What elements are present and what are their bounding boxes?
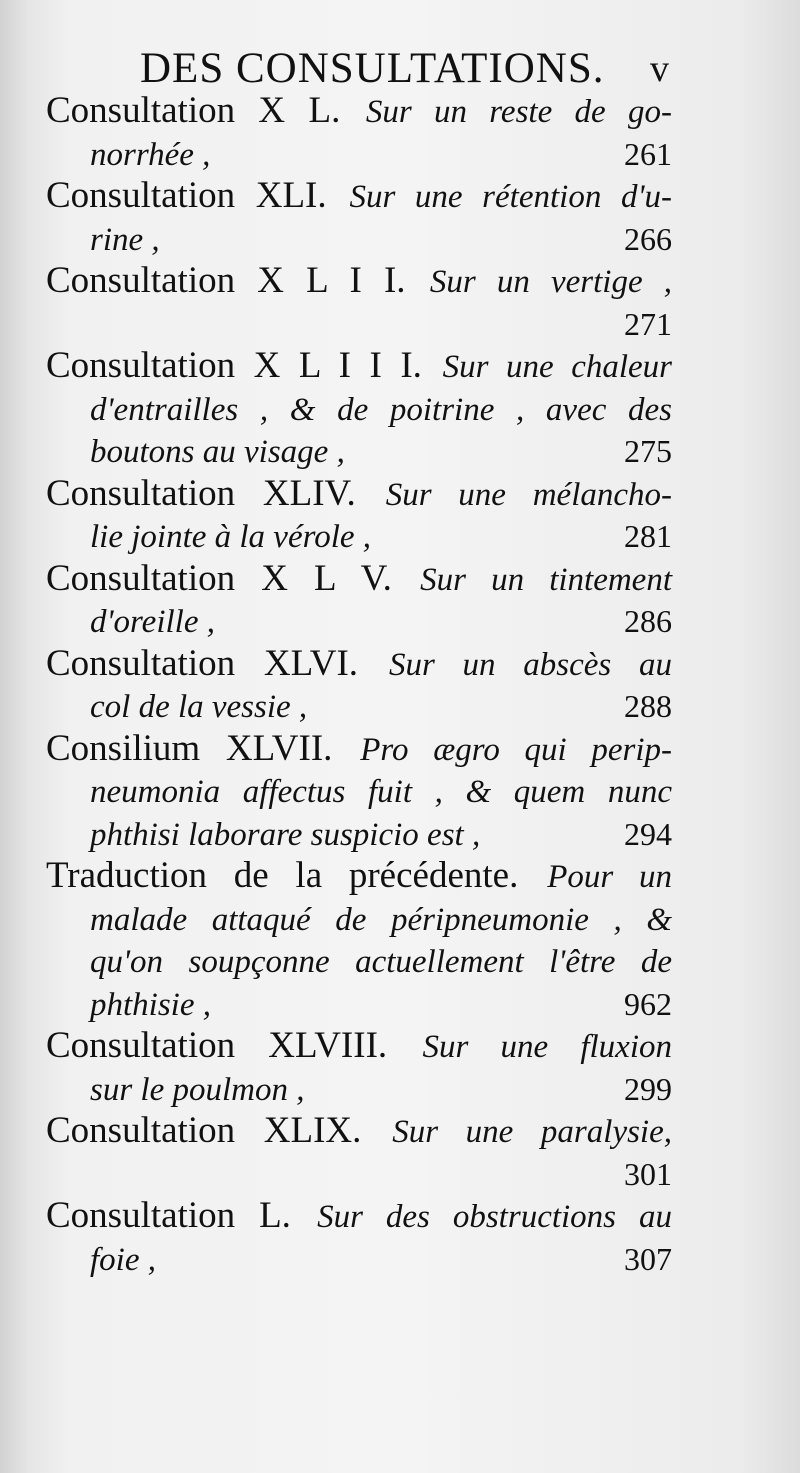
toc-entry-40: [46, 90, 672, 133]
entry-subject: qu'on soupçonne actuellement l'être de: [90, 944, 672, 980]
page-number: 294: [624, 815, 672, 852]
toc-entry-47: [46, 728, 672, 771]
entry-subject: malade attaqué de péripneumonie , &: [90, 901, 672, 938]
toc-entry-42: [46, 260, 672, 303]
entry-subject: Sur des obstructions au: [317, 1199, 672, 1235]
entry-heading: Consultation XLVI.: [46, 642, 359, 684]
entry-subject: Sur une fluxion: [422, 1029, 672, 1065]
page-number: 307: [624, 1240, 672, 1277]
entry-subject: foie ,: [90, 1241, 156, 1278]
entry-heading: Consultation L.: [46, 1195, 291, 1236]
toc-entry-48: [46, 1025, 672, 1068]
folio-number: v: [650, 48, 670, 90]
page-number: 299: [624, 1070, 672, 1107]
entry-subject: Sur un reste de go-: [365, 94, 672, 130]
entry-subject: phthisi laborare suspicio est ,: [90, 816, 481, 853]
toc-entry-44: [46, 473, 672, 516]
entry-subject: Sur une rétention d'u-: [349, 179, 672, 215]
entry-subject: phthisie ,: [90, 986, 211, 1023]
toc-entry-43: [46, 345, 672, 388]
entry-heading: Consultation XLIV.: [46, 472, 356, 514]
entry-heading: Consultation XLVIII.: [46, 1025, 388, 1066]
entry-subject: lie jointe à la vérole ,: [90, 519, 372, 555]
entry-heading: Consultation X L I I I.: [46, 345, 422, 386]
page-number: 266: [624, 220, 672, 257]
page-number: 281: [624, 518, 672, 554]
entry-heading: Consultation XLI.: [46, 175, 327, 216]
toc-entry-49: [46, 1110, 672, 1153]
toc-entry-45: [46, 558, 672, 601]
toc-entry-translation: [46, 855, 672, 898]
entry-subject: d'entrailles , & de poitrine , avec des: [90, 391, 672, 428]
page-number: 962: [624, 985, 672, 1022]
page-number: 271: [624, 305, 672, 342]
page-number: 275: [624, 433, 672, 469]
running-head: [140, 44, 670, 94]
entry-subject: Pour un: [547, 859, 672, 895]
page-number: 288: [624, 688, 672, 724]
running-head-title: DES CONSULTATIONS.: [140, 45, 605, 92]
entry-subject: Pro ægro qui perip-: [360, 731, 672, 768]
entry-heading: Consultation X L V.: [46, 557, 392, 599]
entry-subject: Sur un tintement: [420, 561, 672, 598]
entry-heading: Consultation X L.: [46, 90, 341, 131]
entry-subject: neumonia affectus fuit , & quem nunc: [90, 774, 672, 810]
page-number: 286: [624, 603, 672, 639]
entry-subject: Sur un abscès au: [388, 646, 672, 683]
page-number: 301: [624, 1155, 672, 1192]
entry-subject: Sur une mélancho-: [385, 476, 672, 513]
page-number: 261: [624, 135, 672, 172]
entry-heading: Traduction de la précédente.: [46, 855, 519, 896]
toc-entry-46: [46, 643, 672, 686]
entry-heading: Consilium XLVII.: [46, 727, 333, 769]
entry-subject: rine ,: [90, 221, 160, 258]
entry-subject: norrhée ,: [90, 136, 211, 173]
entry-heading: Consultation XLIX.: [46, 1110, 362, 1151]
entry-subject: d'oreille ,: [90, 604, 215, 640]
entry-subject: boutons au visage ,: [90, 434, 345, 470]
table-of-contents: [46, 90, 672, 1280]
toc-entry-50: [46, 1195, 672, 1238]
entry-subject: sur le poulmon ,: [90, 1071, 305, 1108]
entry-subject: col de la vessie ,: [90, 689, 308, 725]
entry-subject: Sur une chaleur: [442, 349, 673, 385]
toc-entry-41: [46, 175, 672, 218]
entry-subject: Sur un vertige ,: [429, 264, 672, 300]
entry-heading: Consultation X L I I.: [46, 260, 406, 301]
entry-subject: Sur une paralysie,: [392, 1114, 672, 1150]
